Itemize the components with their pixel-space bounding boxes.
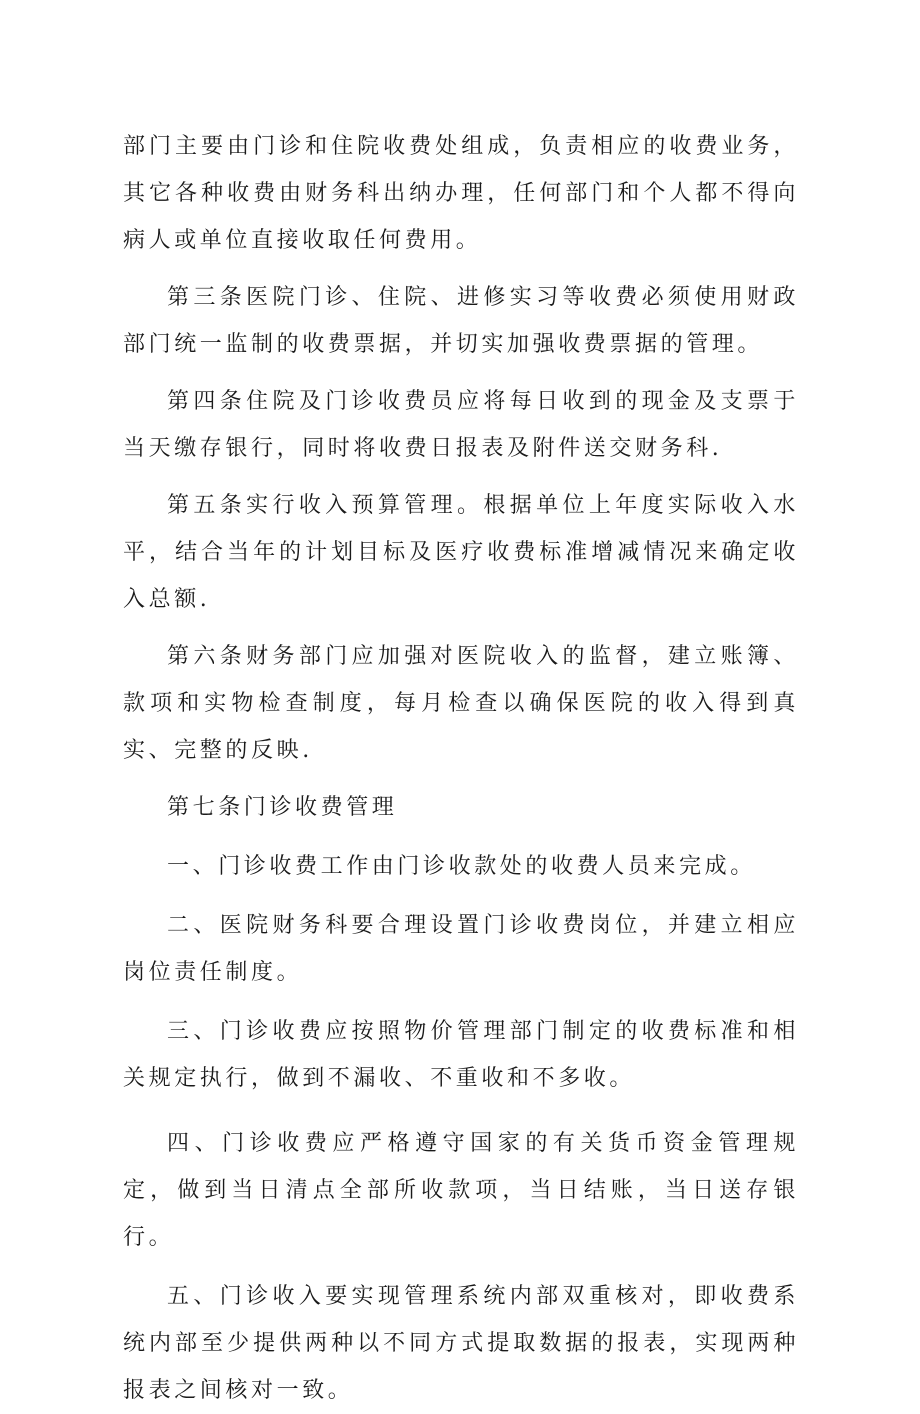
paragraph-article-5: 第五条实行收入预算管理。根据单位上年度实际收入水平，结合当年的计划目标及医疗收费标准增减情况来确定收入总额.: [123, 493, 799, 612]
paragraph-item-1: 一、门诊收费工作由门诊收款处的收费人员来完成。: [167, 854, 756, 879]
paragraph-item-2: 二、医院财务科要合理设置门诊收费岗位，并建立相应岗位责任制度。: [123, 913, 799, 985]
paragraph-continuation: 部门主要由门诊和住院收费处组成，负责相应的收费业务，其它各种收费由财务科出纳办理，任何部门和个人都不得向病人或单位直接收取任何费用。: [123, 134, 799, 253]
paragraph-item-3: 三、门诊收费应按照物价管理部门制定的收费标准和相关规定执行，做到不漏收、不重收和不多收。: [123, 1019, 799, 1091]
paragraph-article-3: 第三条医院门诊、住院、进修实习等收费必须使用财政部门统一监制的收费票据，并切实加强收费票据的管理。: [123, 285, 799, 357]
paragraph-item-5: 五、门诊收入要实现管理系统内部双重核对，即收费系统内部至少提供两种以不同方式提取数据的报表，实现两种报表之间核对一致。: [123, 1284, 799, 1403]
paragraph-article-4: 第四条住院及门诊收费员应将每日收到的现金及支票于当天缴存银行，同时将收费日报表及附件送交财务科.: [123, 389, 799, 461]
paragraph-article-7-heading: 第七条门诊收费管理: [167, 795, 398, 820]
paragraph-article-6: 第六条财务部门应加强对医院收入的监督，建立账簿、款项和实物检查制度，每月检查以确保医院的收入得到真实、完整的反映.: [123, 644, 799, 763]
document-body: [123, 123, 799, 1414]
paragraph-item-4: 四、门诊收费应严格遵守国家的有关货币资金管理规定，做到当日清点全部所收款项，当日结账，当日送存银行。: [123, 1131, 799, 1250]
